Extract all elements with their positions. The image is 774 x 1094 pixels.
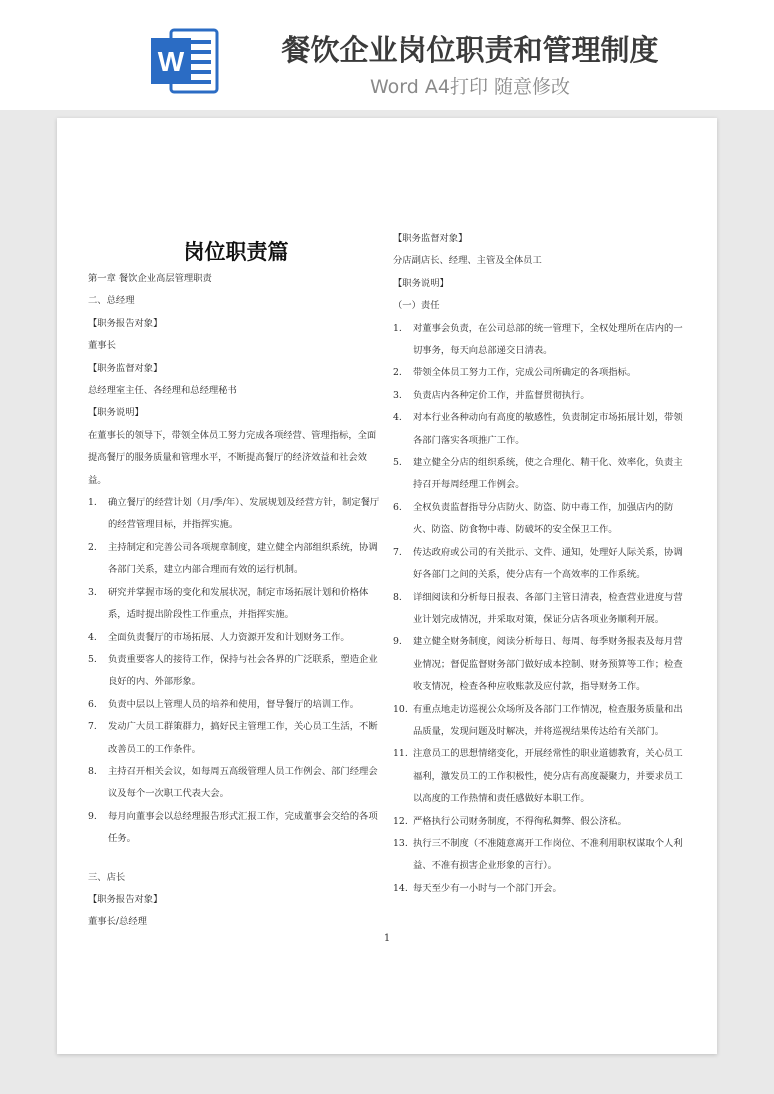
list-item: 12. 严格执行公司财务制度，不得徇私舞弊、假公济私。 (393, 815, 627, 827)
supervise-label: 【职务监督对象】 (393, 233, 468, 244)
list-item: 8. 详细阅读和分析每日报表、各部门主管日清表，检查营业进度与营业计划完成情况，并采取对策，保证分店各项业务顺利开展。 (393, 591, 683, 625)
list-item: 13. 执行三不制度（不准随意离开工作岗位、不准利用职权谋取个人利益、不准有损害企业形象的言行）。 (393, 837, 683, 872)
list-item: 5. 建立健全分店的组织系统，使之合理化、精干化、效率化，负责主持召开每周经理工作例会。 (393, 457, 683, 491)
report-to-label: 【职务报告对象】 (88, 317, 163, 329)
list-item: 3. 研究并掌握市场的变化和发展状况，制定市场拓展计划和价格体系，适时提出阶段性工作重点，并指挥实施。 (88, 586, 369, 621)
page-number: 1 (383, 933, 391, 944)
list-item: 8. 主持召开相关会议，如每周五高级管理人员工作例会、部门经理会议及每个一次职工代表大会。 (88, 765, 378, 800)
list-item: 9. 建立健全财务制度，阅读分析每日、每周、每季财务报表及每月营业情况；督促监督财务部门做好成本控制、财务预算等工作；检查收支情况，检查各种应收账款及应付款，指导财务工作。 (393, 636, 683, 693)
word-logo-icon (149, 24, 221, 98)
list-item: 4. 对本行业各种动向有高度的敏感性，负责制定市场拓展计划，带领各部门落实各项推广工作。 (393, 412, 683, 446)
gm-heading: 二、总经理 (88, 295, 135, 307)
left-column (88, 268, 384, 934)
list-item: 9. 每月向董事会以总经理报告形式汇报工作，完成董事会交给的各项任务。 (88, 810, 378, 845)
banner-title: 餐饮企业岗位职责和管理制度 (281, 33, 659, 67)
supervise: 分店副店长、经理、主管及全体员工 (393, 255, 542, 267)
list-item: 2. 主持制定和完善公司各项规章制度，建立健全内部组织系统，协调各部门关系，建立内部合理而有效的运行机制。 (88, 541, 378, 576)
list-item: 11. 注意员工的思想情绪变化，开展经常性的职业道德教育，关心员工福利，激发员工的工作积极性，使分店有高度凝聚力，并要求员工以高度的工作热情和责任感做好本职工作。 (393, 748, 683, 805)
right-column (393, 228, 691, 900)
desc-label: 【职务说明】 (88, 407, 144, 419)
list-item: 5. 负责重要客人的接待工作，保持与社会各界的广泛联系，塑造企业良好的内、外部形象。 (88, 653, 378, 688)
list-item: 1. 对董事会负责，在公司总部的统一管理下，全权处理所在店内的一切事务，每天向总部递交日清表。 (393, 322, 683, 357)
banner-subtitle: Word A4打印 随意修改 (369, 76, 570, 98)
desc-label: 【职务说明】 (393, 277, 449, 289)
header-banner (0, 0, 774, 110)
chapter-heading: 第一章 餐饮企业高层管理职责 (88, 273, 212, 284)
duty-heading: （一）责任 (393, 300, 440, 312)
list-item: 7. 发动广大员工群策群力，搞好民主管理工作，关心员工生活，不断改善员工的工作条件。 (88, 721, 378, 755)
list-item: 10. 有重点地走访巡视公众场所及各部门工作情况，检查服务质量和出品质量，发现问题及时解决，并将巡视结果传达给有关部门。 (393, 703, 683, 737)
logo-letter: W (157, 46, 185, 77)
supervise: 总经理室主任、各经理和总经理秘书 (88, 385, 237, 397)
document-page (57, 118, 717, 1054)
list-item: 1. 确立餐厅的经营计划（月/季/年）、发展规划及经营方针，制定餐厅的经营管理目标，并指挥实施。 (88, 497, 380, 531)
store-report-label: 【职务报告对象】 (88, 893, 163, 905)
store-report: 董事长/总经理 (88, 916, 147, 928)
list-item: 6. 负责中层以上管理人员的培养和使用，督导餐厅的培训工作。 (88, 698, 360, 710)
list-item: 2. 带领全体员工努力工作，完成公司所确定的各项指标。 (393, 367, 637, 379)
list-item: 3. 负责店内各种定价工作，并监督贯彻执行。 (393, 389, 590, 401)
spacer (88, 851, 384, 867)
intro-paragraph: 在董事长的领导下，带领全体员工努力完成各项经营、管理指标，全面提高餐厅的服务质量和管理水平，不断提高餐厅的经济效益和社会效益。 (88, 429, 377, 486)
store-heading: 三、店长 (88, 871, 126, 883)
document-title: 岗位职责篇 (183, 240, 289, 264)
list-item: 7. 传达政府或公司的有关批示、文件、通知，处理好人际关系，协调好各部门之间的关系，使分店有一个高效率的工作系统。 (393, 546, 683, 581)
report-to: 董事长 (88, 340, 116, 352)
list-item: 6. 全权负责监督指导分店防火、防盗、防中毒工作，加强店内的防火、防盗、防食物中毒、防破坏的安全保卫工作。 (393, 501, 674, 536)
supervise-label: 【职务监督对象】 (88, 362, 163, 374)
list-item: 4. 全面负责餐厅的市场拓展、人力资源开发和计划财务工作。 (88, 631, 350, 643)
list-item: 14. 每天至少有一小时与一个部门开会。 (393, 882, 562, 894)
